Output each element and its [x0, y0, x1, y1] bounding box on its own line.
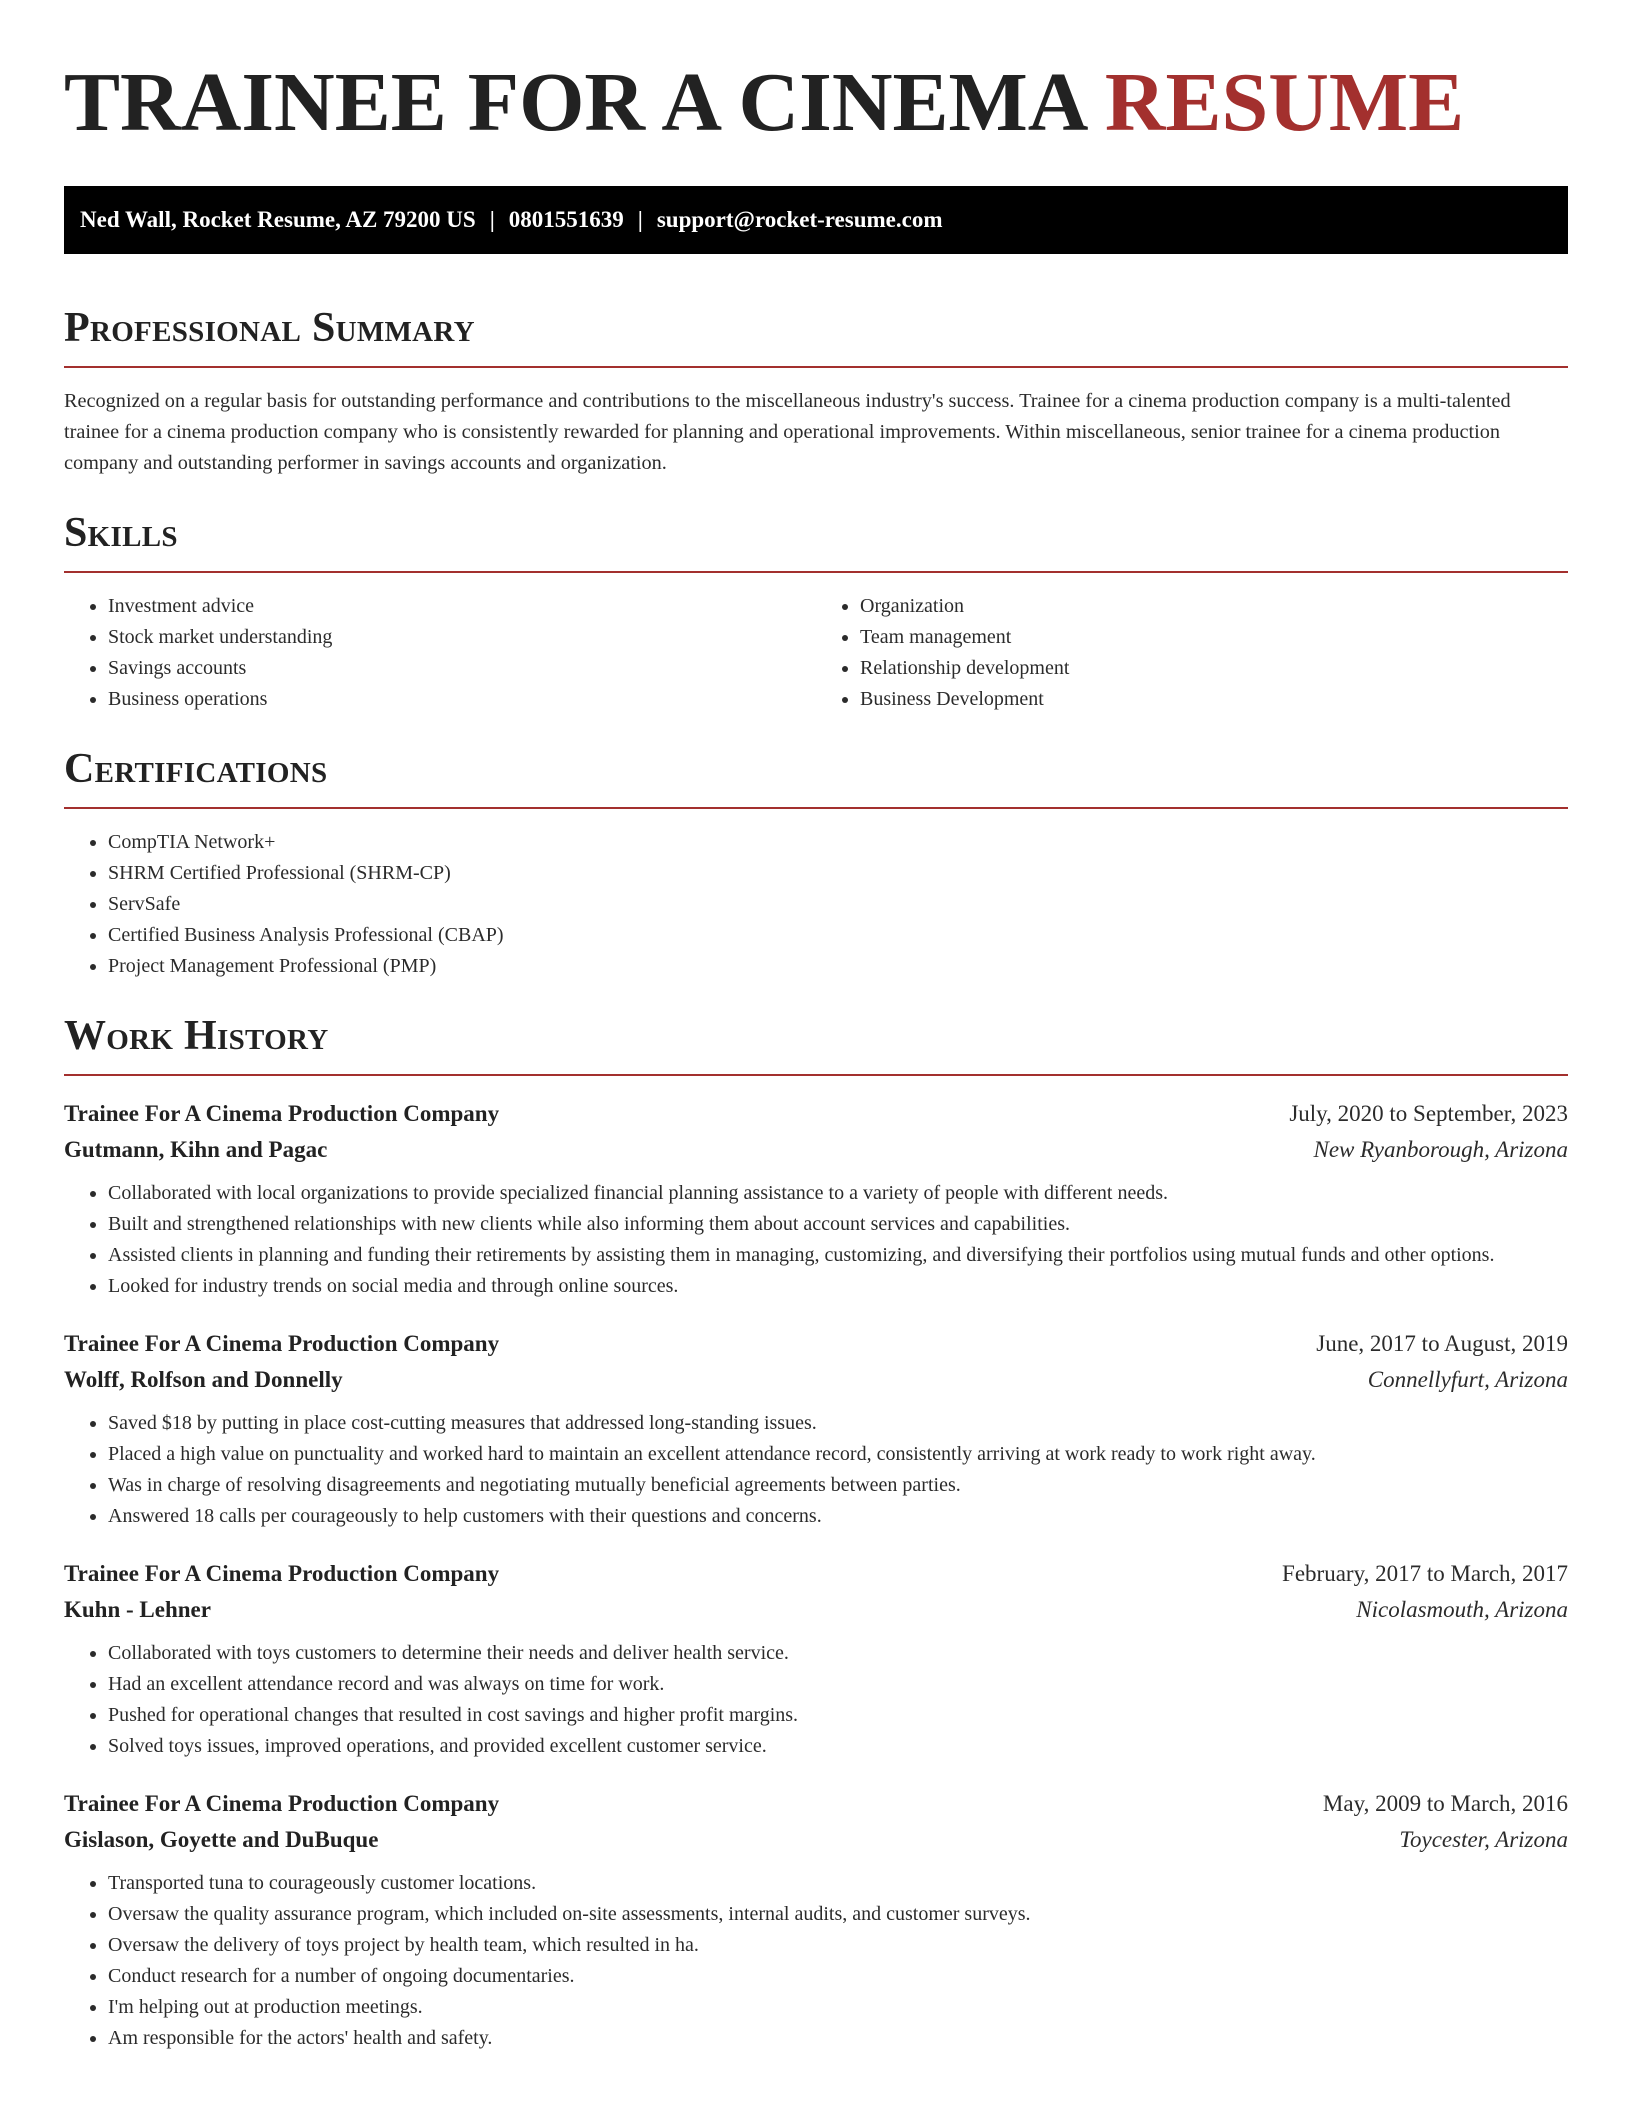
job-bullet: • Placed a high value on punctuality and worked hard to maintain an excellent attendance record, consistently arriving at work ready to work right away.: [108, 1439, 1568, 1470]
job-dates: June, 2017 to August, 2019: [1316, 1331, 1568, 1356]
job-bullets: [64, 1408, 1568, 1532]
job-entry: [64, 1786, 1568, 2054]
skills-list-left: [64, 591, 816, 715]
skill-item: • Investment advice: [108, 591, 816, 622]
skill-item: • Business operations: [108, 684, 816, 715]
job-dates: July, 2020 to September, 2023: [1289, 1101, 1568, 1126]
skill-item: • Savings accounts: [108, 653, 816, 684]
job-bullet: • Collaborated with local organizations to provide specialized financial planning assistance to a variety of people with different needs.: [108, 1178, 1568, 1209]
job-bullet: • Pushed for operational changes that resulted in cost savings and higher profit margins.: [108, 1700, 1568, 1731]
job-bullet: • Oversaw the delivery of toys project by health team, which resulted in ha.: [108, 1930, 1568, 1961]
title-main: TRAINEE FOR A CINEMA: [64, 56, 1084, 149]
job-title: Trainee For A Cinema Production Company: [64, 1561, 500, 1586]
job-title: Trainee For A Cinema Production Company: [64, 1331, 500, 1356]
summary-section: [64, 304, 1568, 479]
skills-section: [64, 509, 1568, 715]
job-bullet: • Looked for industry trends on social media and through online sources.: [108, 1271, 1568, 1302]
job-bullets: [64, 1638, 1568, 1762]
summary-heading: Professional Summary: [64, 305, 475, 351]
job-bullet: • Assisted clients in planning and funding their retirements by assisting them in managing, customizing, and diversifying their portfolios using mutual funds and other options.: [108, 1240, 1568, 1271]
job-dates: May, 2009 to March, 2016: [1322, 1791, 1568, 1816]
job-title: Trainee For A Cinema Production Company: [64, 1791, 500, 1816]
job-bullet: • Built and strengthened relationships with new clients while also informing them about account services and capabilities.: [108, 1209, 1568, 1240]
job-company: Kuhn - Lehner: [64, 1597, 211, 1622]
certification-item: • CompTIA Network+: [108, 827, 1568, 858]
job-location: Toycester, Arizona: [1399, 1827, 1568, 1852]
job-bullets: [64, 1178, 1568, 1302]
work-history-section: [64, 1012, 1568, 2054]
job-bullet: • Had an excellent attendance record and was always on time for work.: [108, 1669, 1568, 1700]
job-bullet: • I'm helping out at production meetings.: [108, 1992, 1568, 2023]
job-bullet: • Conduct research for a number of ongoing documentaries.: [108, 1961, 1568, 1992]
skills-heading: Skills: [64, 510, 178, 556]
contact-bar: [64, 186, 1568, 254]
contact-phone: 0801551639: [508, 207, 624, 232]
job-bullet: • Solved toys issues, improved operations, and provided excellent customer service.: [108, 1731, 1568, 1762]
work-history-heading: Work History: [64, 1013, 329, 1059]
job-location: New Ryanborough, Arizona: [1313, 1137, 1568, 1162]
section-divider: [64, 366, 1568, 368]
certification-item: • Project Management Professional (PMP): [108, 951, 1568, 982]
job-bullet: • Was in charge of resolving disagreements and negotiating mutually beneficial agreements between parties.: [108, 1470, 1568, 1501]
certifications-heading: Certifications: [64, 746, 328, 792]
job-bullet: • Collaborated with toys customers to determine their needs and deliver health service.: [108, 1638, 1568, 1669]
certification-item: • SHRM Certified Professional (SHRM-CP): [108, 858, 1568, 889]
job-bullet: • Answered 18 calls per courageously to help customers with their questions and concerns.: [108, 1501, 1568, 1532]
job-bullet: • Saved $18 by putting in place cost-cutting measures that addressed long-standing issues.: [108, 1408, 1568, 1439]
section-divider: [64, 807, 1568, 809]
skills-list-right: [816, 591, 1568, 715]
section-divider: [64, 571, 1568, 573]
job-bullet: • Am responsible for the actors' health and safety.: [108, 2023, 1568, 2054]
skill-item: • Relationship development: [860, 653, 1568, 684]
skill-item: • Team management: [860, 622, 1568, 653]
skill-item: • Stock market understanding: [108, 622, 816, 653]
job-company: Gutmann, Kihn and Pagac: [64, 1137, 328, 1162]
job-location: Connellyfurt, Arizona: [1367, 1367, 1568, 1392]
job-entry: [64, 1556, 1568, 1762]
certifications-list: [64, 827, 1568, 982]
job-bullet: • Transported tuna to courageously customer locations.: [108, 1868, 1568, 1899]
contact-address: Ned Wall, Rocket Resume, AZ 79200 US: [80, 207, 476, 232]
skills-grid: [64, 591, 1568, 715]
certifications-section: [64, 745, 1568, 982]
certification-item: • Certified Business Analysis Professional (CBAP): [108, 920, 1568, 951]
summary-text: Recognized on a regular basis for outstanding performance and contributions to the miscellaneous industry's success. Trainee for a cinema production company is a multi-talented trainee for a cinema production company who is consistently rewarded for planning and operational improvements. Within miscellaneous, senior trainee for a cinema production company and outstanding performer in savings accounts and organization.: [64, 390, 1511, 474]
job-location: Nicolasmouth, Arizona: [1356, 1597, 1568, 1622]
job-dates: February, 2017 to March, 2017: [1282, 1561, 1568, 1586]
skill-item: • Organization: [860, 591, 1568, 622]
job-company: Gislason, Goyette and DuBuque: [64, 1827, 379, 1852]
skill-item: • Business Development: [860, 684, 1568, 715]
job-company: Wolff, Rolfson and Donnelly: [64, 1367, 343, 1392]
job-bullets: [64, 1868, 1568, 2054]
certification-item: • ServSafe: [108, 889, 1568, 920]
title-accent: RESUME: [1104, 56, 1465, 149]
section-divider: [64, 1074, 1568, 1076]
job-title: Trainee For A Cinema Production Company: [64, 1101, 500, 1126]
job-bullet: • Oversaw the quality assurance program, which included on-site assessments, internal audits, and customer surveys.: [108, 1899, 1568, 1930]
resume-title: [64, 0, 1568, 148]
job-entry: [64, 1326, 1568, 1532]
contact-separator: |: [637, 207, 643, 232]
contact-separator: |: [489, 207, 495, 232]
job-entry: [64, 1096, 1568, 1302]
contact-email: support@rocket-resume.com: [656, 207, 943, 232]
